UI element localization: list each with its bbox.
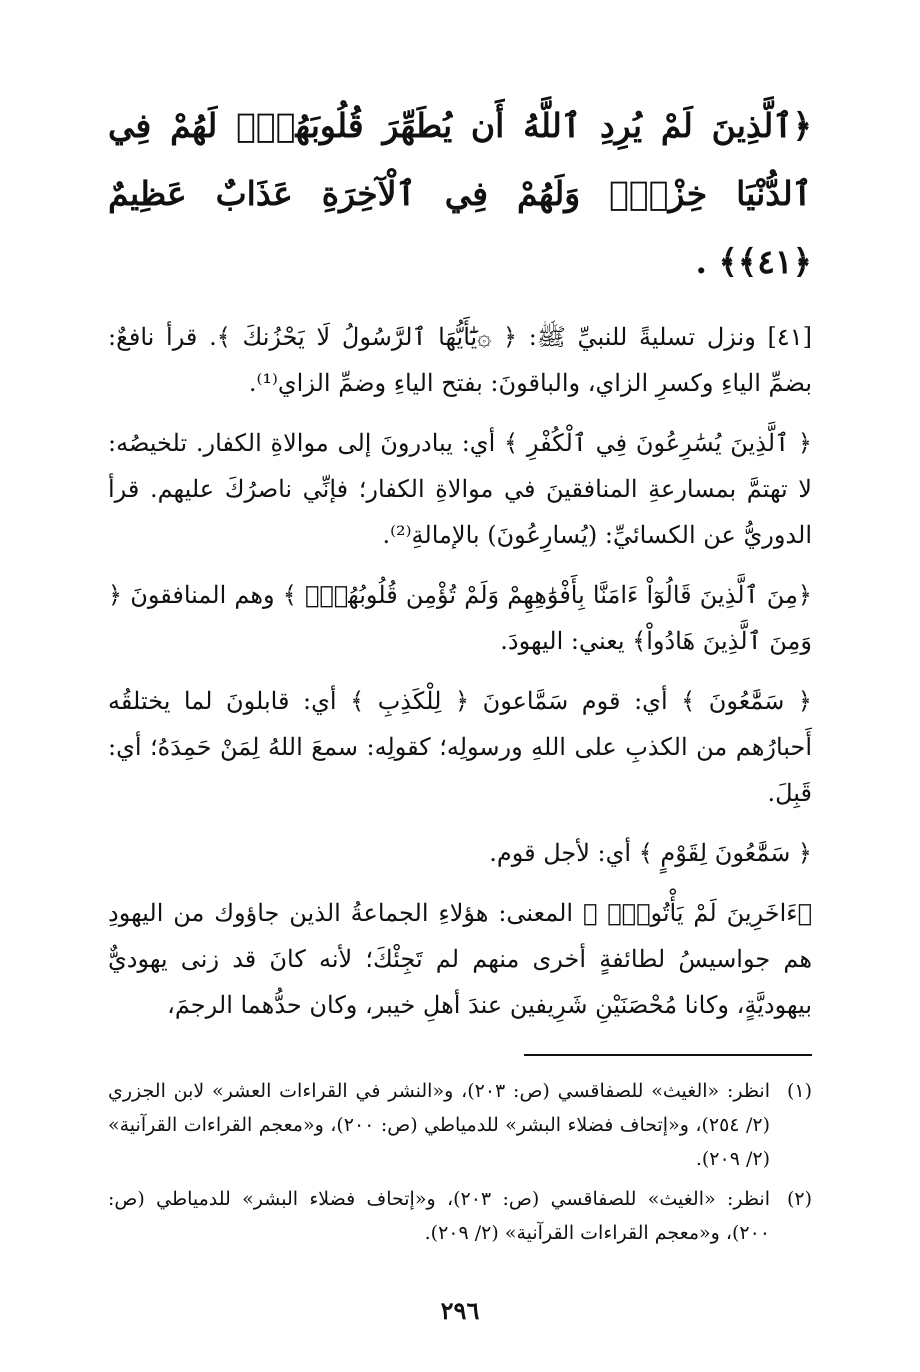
paragraph-listeners-for-people: ﴿ سَمَّٰعُونَ لِقَوْمٍ ﴾ أي: لأجل قوم.: [489, 839, 812, 867]
quran-verse: ﴿ٱلَّذِينَ لَمْ يُرِدِ ٱللَّهُ أَن يُطَهِّرَ قُلُوبَهُمْۚ لَهُمْ فِي ٱلدُّنْيَا خِزْيٌۖ وَلَهُمْ فِي ٱلْآخِرَةِ عَذَابٌ عَظِيمٌ ﴿٤١﴾﴾ .: [108, 106, 812, 281]
footnote-2: [108, 1182, 812, 1250]
footnote-separator: [524, 1054, 812, 1056]
paragraph-listeners-to-lies: ﴿ سَمَّٰعُونَ ﴾ أي: قوم سَمَّاعونَ ﴿ لِلْكَذِبِ ﴾ أي: قابلونَ لما يختلقُه أَحبارُهم من الكذبِ على اللهِ ورسولِه؛ كقولِه: سمعَ اللهُ لِمَنْ حَمِدَهُ؛ أي: قَبِلَ.: [108, 687, 812, 807]
paragraph-hypocrites: ﴿مِنَ ٱلَّذِينَ قَالُوٓاْ ءَامَنَّا بِأَفْوَٰهِهِمْ وَلَمْ تُؤْمِن قُلُوبُهُمْۛ ﴾ وهم المنافقونَ ﴿ وَمِنَ ٱلَّذِينَ هَادُواْ﴾ يعني: اليهودَ.: [108, 581, 812, 655]
page-number: ٢٩٦: [440, 1296, 480, 1325]
paragraph-racing-to-disbelief: ﴿ ٱلَّذِينَ يُسَٰرِعُونَ فِي ٱلْكُفْرِ ﴾ أي: يبادرونَ إلى موالاةِ الكفار. تلخيصُه: لا تهتمَّ بمسارعةِ المنافقينَ في موالاةِ الكفار؛ فإنِّي ناصرُكَ عليهم. قرأ الدوريُّ عن الكسائيِّ: (يُسارِعُونَ) بالإمالةِ⁽²⁾.: [108, 429, 812, 549]
footnote-1: [108, 1074, 812, 1176]
footnote-number: (٢): [786, 1188, 812, 1210]
footnote-text: انظر: «الغيث» للصفاقسي (ص: ٢٠٣)، و«إتحاف فضلاء البشر» للدمياطي (ص: ٢٠٠)، و«معجم القراءات القرآنية» (٢/ ٢٠٩).: [108, 1188, 770, 1244]
paragraph-verse-41-intro: [٤١] ونزل تسليةً للنبيِّ ﷺ: ﴿ ۞يَٰٓأَيُّهَا ٱلرَّسُولُ لَا يَحْزُنكَ ﴾. قرأ نافعٌ: بضمِّ الياءِ وكسرِ الزاي، والباقونَ: بفتح الياءِ وضمِّ الزاي⁽¹⁾.: [108, 323, 812, 397]
paragraph-others-not-come: ﴿ءَاخَرِينَ لَمْ يَأْتُوكَۖ ﴾ المعنى: هؤلاءِ الجماعةُ الذين جاؤوك من اليهودِ هم جواسيسُ لطائفةٍ أخرى منهم لم تَجِئْكَ؛ لأنه كانَ قد زنى يهوديٌّ بيهوديَّةٍ، وكانا مُحْصَنَيْنِ شَرِيفين عندَ أهلِ خيبر، وكان حدُّهما الرجمَ،: [108, 899, 812, 1019]
footnote-text: انظر: «الغيث» للصفاقسي (ص: ٢٠٣)، و«النشر في القراءات العشر» لابن الجزري (٢/ ٢٥٤)، و«إتحاف فضلاء البشر» للدمياطي (ص: ٢٠٠)، و«معجم القراءات القرآنية» (٢/ ٢٠٩).: [108, 1080, 771, 1170]
footnote-number: (١): [786, 1080, 812, 1102]
